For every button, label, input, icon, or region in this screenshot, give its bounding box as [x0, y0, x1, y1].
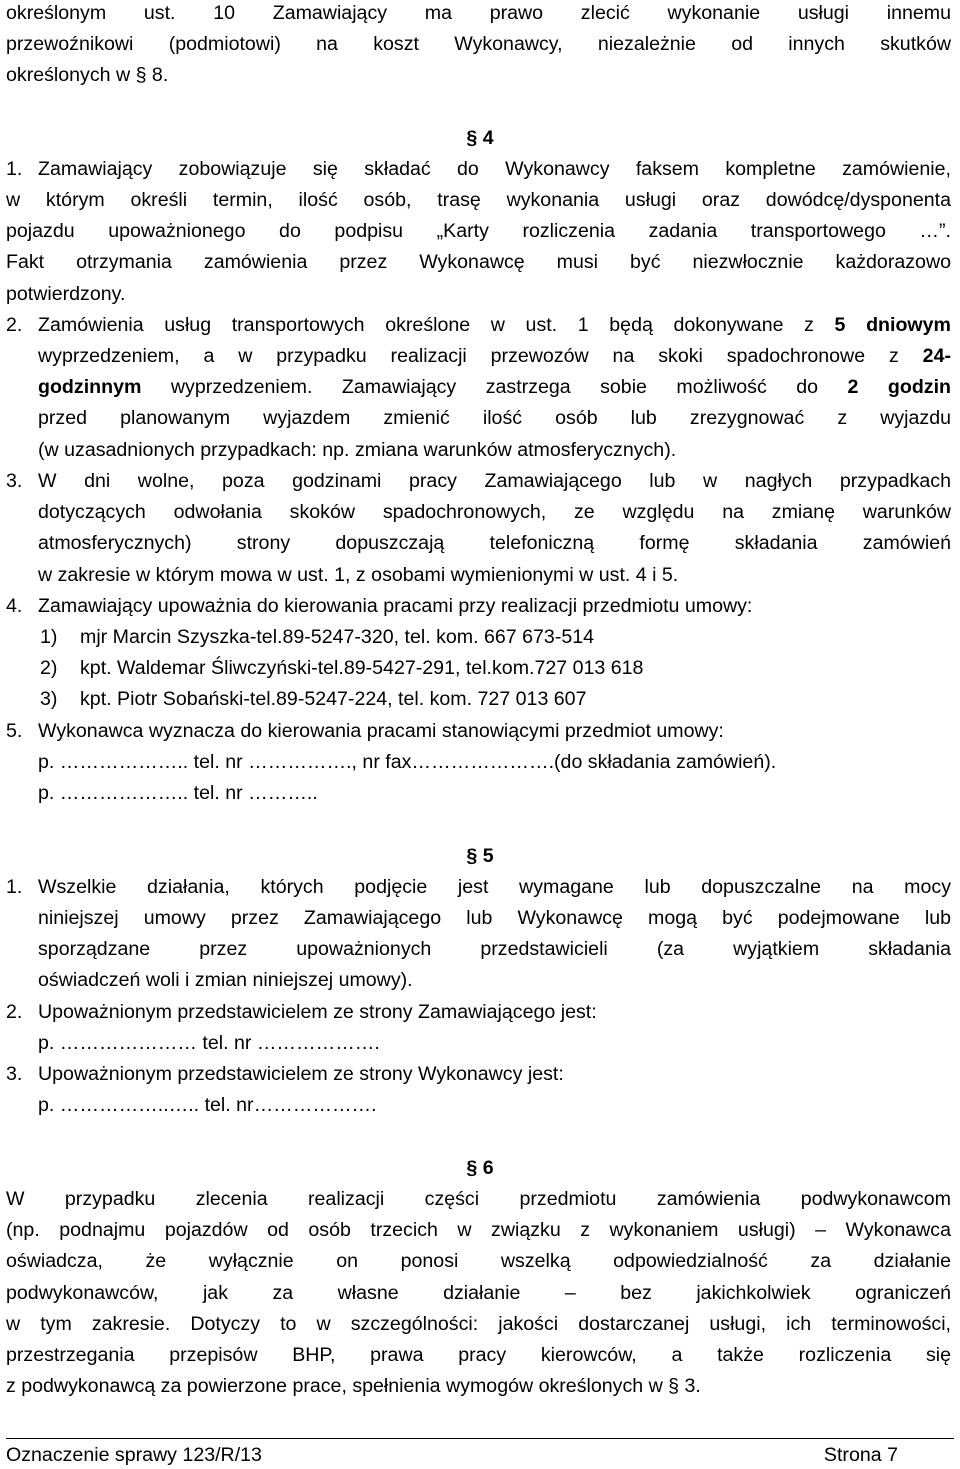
text-line [38, 313, 951, 337]
text-line: oświadcza, że wyłącznie on ponosi wszelką odpowiedzialność za działanie [6, 1250, 951, 1272]
bold-run: godzinnym [38, 376, 142, 398]
text-line: p. ……………..….. tel. nr………………. [38, 1094, 377, 1116]
text-run: wyprzedzeniem, a w przypadku realizacji przewozów na skoki spadochronowe z [38, 345, 923, 367]
paragraph-number: 1. [6, 876, 23, 898]
paragraph-number: 2. [6, 1001, 23, 1023]
bold-run: 2 godzin [847, 376, 951, 398]
text-line: (w uzasadnionych przypadkach: np. zmiana warunków atmosferycznych). [38, 439, 677, 461]
footer-divider [6, 1438, 954, 1439]
text-line: potwierdzony. [6, 283, 126, 305]
text-line: pojazdu upoważnionego do podpisu „Karty rozliczenia zadania transportowego …”. [6, 220, 951, 242]
text-line: Upoważnionym przedstawicielem ze strony Wykonawcy jest: [38, 1063, 564, 1085]
text-line: Zamawiający upoważnia do kierowania pracami przy realizacji przedmiotu umowy: [38, 595, 753, 617]
text-line: sporządzane przez upoważnionych przedstawicieli (za wyjątkiem składania [38, 938, 951, 960]
list-item-number: 1) [40, 626, 58, 648]
bold-run: 5 dniowym [834, 314, 951, 336]
text-line: przewoźnikowi (podmiotowi) na koszt Wykonawcy, niezależnie od innych skutków [6, 33, 951, 55]
paragraph-number: 4. [6, 595, 23, 617]
text-line: p. ……………….. tel. nr ……….. [38, 782, 318, 804]
text-line: podwykonawców, jak za własne działanie – bez jakichkolwiek ograniczeń [6, 1282, 951, 1304]
section-heading: § 6 [466, 1157, 494, 1179]
text-run: wyprzedzeniem. Zamawiający zastrzega sobie możliwość do [141, 376, 848, 398]
text-line: Fakt otrzymania zamówienia przez Wykonawcę musi być niezwłocznie każdorazowo [6, 251, 951, 273]
paragraph-number: 3. [6, 470, 23, 492]
list-item: kpt. Piotr Sobański-tel.89-5247-224, tel. kom. 727 013 607 [80, 688, 587, 710]
paragraph-number: 5. [6, 720, 23, 742]
list-item-number: 3) [40, 688, 58, 710]
text-line: w zakresie w którym mowa w ust. 1, z osobami wymienionymi w ust. 4 i 5. [38, 564, 679, 586]
case-reference: Oznaczenie sprawy 123/R/13 [6, 1444, 262, 1466]
text-line: przestrzegania przepisów BHP, prawa pracy kierowców, a także rozliczenia się [6, 1344, 951, 1366]
text-line: dotyczących odwołania skoków spadochronowych, ze względu na zmianę warunków [38, 501, 951, 523]
text-line: Zamawiający zobowiązuje się składać do Wykonawcy faksem kompletne zamówienie, [38, 158, 951, 180]
page-number: Strona 7 [823, 1444, 898, 1466]
paragraph-number: 2. [6, 314, 23, 336]
text-line: atmosferycznych) strony dopuszczają telefoniczną formę składania zamówień [38, 532, 951, 554]
text-line: p. ………………… tel. nr ………………. [38, 1032, 380, 1054]
text-line: Wykonawca wyznacza do kierowania pracami stanowiącymi przedmiot umowy: [38, 720, 724, 742]
section-heading: § 4 [466, 127, 494, 149]
text-run: Zamówienia usług transportowych określone w ust. 1 będą dokonywane z [38, 314, 835, 336]
text-line: p. ……………….. tel. nr ……………., nr fax………………….(do składania zamówień). [38, 751, 777, 773]
text-line: (np. podnajmu pojazdów od osób trzecich w związku z wykonaniem usługi) – Wykonawca [6, 1219, 951, 1241]
text-line: W dni wolne, poza godzinami pracy Zamawiającego lub w nagłych przypadkach [38, 470, 951, 492]
text-line: z podwykonawcą za powierzone prace, spełnienia wymogów określonych w § 3. [6, 1375, 701, 1397]
text-line: Wszelkie działania, których podjęcie jest wymagane lub dopuszczalne na mocy [38, 876, 951, 898]
text-line: określonych w § 8. [6, 64, 169, 86]
text-line: przed planowanym wyjazdem zmienić ilość osób lub zrezygnować z wyjazdu [38, 407, 951, 429]
text-line [38, 375, 951, 399]
text-line [38, 344, 951, 368]
text-line: w tym zakresie. Dotyczy to w szczególności: jakości dostarczanej usługi, ich terminowości, [6, 1313, 951, 1335]
bold-run: 24- [922, 345, 951, 367]
text-line: oświadczeń woli i zmian niniejszej umowy). [38, 969, 413, 991]
list-item: mjr Marcin Szyszka-tel.89-5247-320, tel. kom. 667 673-514 [80, 626, 595, 648]
text-line: w którym określi termin, ilość osób, trasę wykonania usługi oraz dowódcę/dysponenta [6, 189, 951, 211]
paragraph-number: 1. [6, 158, 23, 180]
text-line: Upoważnionym przedstawicielem ze strony Zamawiającego jest: [38, 1001, 597, 1023]
text-line: W przypadku zlecenia realizacji części przedmiotu zamówienia podwykonawcom [6, 1188, 951, 1210]
list-item: kpt. Waldemar Śliwczyński-tel.89-5427-291, tel.kom.727 013 618 [80, 657, 644, 679]
text-line: określonym ust. 10 Zamawiający ma prawo zlecić wykonanie usługi innemu [6, 2, 951, 24]
text-line: niniejszej umowy przez Zamawiającego lub Wykonawcę mogą być podejmowane lub [38, 907, 951, 929]
paragraph-number: 3. [6, 1063, 23, 1085]
section-heading: § 5 [466, 845, 494, 867]
list-item-number: 2) [40, 657, 58, 679]
